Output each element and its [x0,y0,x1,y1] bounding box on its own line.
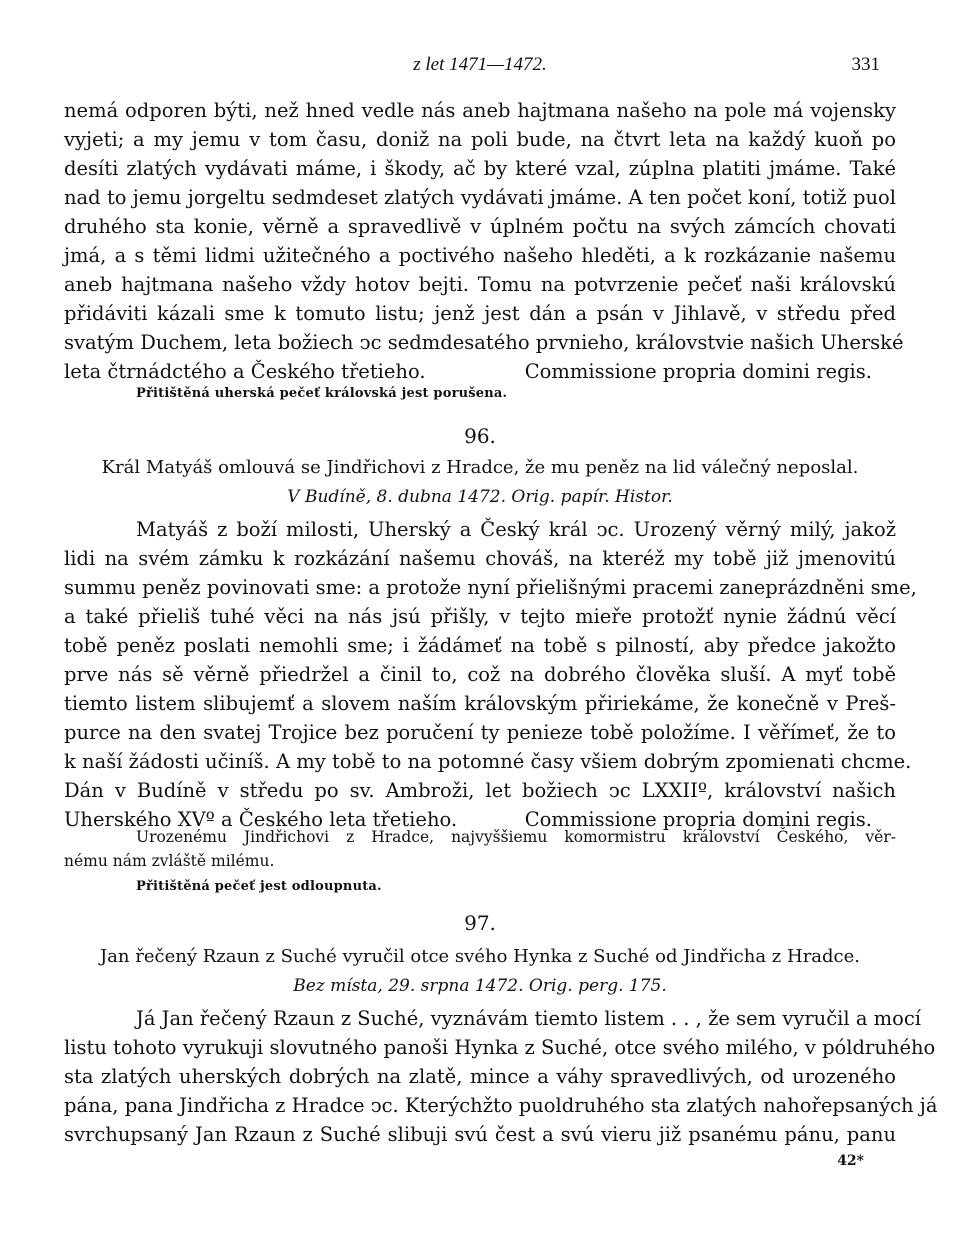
text-line: Matyáš z boží milosti, Uherský a Český král ͻc. Urozený věrný milý, jakož [136,518,896,541]
text-line: Já Jan řečený Rzaun z Suché, vyznávám tiemto listem . . , že sem vyručil a mocí [136,1007,922,1030]
document-source: V Budíně, 8. dubna 1472. Orig. papír. Histor. [287,487,673,507]
text-line: Dán v Budíně v středu po sv. Ambroži, let božiech ͻc LXXIIº, království našich [64,779,896,802]
running-head-title: z let 1471—1472. [413,54,547,75]
document-number: 97. [464,911,496,935]
text-line: jmá, a s těmi lidmi užitečného a poctivého našeho hleděti, a k rozkázanie našemu [64,244,896,267]
text-line: summu peněz povinovati sme: a protože nyní přielišnými pracemi zaneprázdněni sme, [64,576,917,599]
closing-text: leta čtrnádctého a Českého třetieho. [64,360,426,383]
text-line: aneb hajtmana našeho vždy hotov bejti. Tomu na potvrzenie pečeť naši královskú [64,273,896,296]
address-line: Urozenému Jindřichovi z Hradce, najvyššiemu komormistru království Českého, věr- [136,828,896,846]
text-line: purce na den svatej Trojice bez poručení ty penieze tobě položíme. I věřímeť, že to [64,721,896,744]
text-line: vyjeti; a my jemu v tom času, doniž na poli bude, na čtvrt leta na každý kuoň po [64,128,896,151]
page-number: 331 [851,54,880,75]
text-line: desíti zlatých vydávati máme, i škody, ač by které vzal, zúplna platiti jmáme. Také [64,157,896,180]
text-line: prve nás sě věrně přiedržel a činil to, což na dobrého člověka sluší. A myť tobě [64,663,896,686]
text-line: sta zlatých uherských dobrých na zlatě, mince a váhy spravedlivých, od urozeného [64,1065,896,1088]
text-line: pána, pana Jindřicha z Hradce ͻc. Kterýchžto puoldruhého sta zlatých nahořepsaných já [64,1094,938,1117]
document-heading: Král Matyáš omlouvá se Jindřichovi z Hradce, že mu peněz na lid válečný neposlal. [101,457,859,478]
address-line: nému nám zvláště milému. [64,852,275,870]
text-line: nad to jemu jorgeltu sedmdeset zlatých vydávati jmáme. A ten počet koní, totiž puol [64,186,896,209]
text-line: druhého sta konie, věrně a spravedlivě v úplném počtu na svých zámcích chovati [64,215,896,238]
signature-mark: 42* [837,1153,864,1169]
text-line: k naší žádosti učiníš. A my tobě to na potomné časy všiem dobrým zpomienati chcme. [64,750,912,773]
text-line: listu tohoto vyrukuji slovutného panoši Hynka z Suché, otce svého milého, v póldruhého [64,1036,936,1059]
commission-note: Commissione propria domini regis. [524,808,872,831]
address-block [64,825,896,873]
text-line: svatým Duchem, leta božiech ͻc sedmdesatého prvnieho, královstvie našich Uherské [64,331,904,354]
text-line: a také přieliš tuhé věci na nás jsú přišly, v tejto mieře protožť nynie žádnú věcí [64,605,896,628]
document-source: Bez místa, 29. srpna 1472. Orig. perg. 175. [293,976,667,996]
closing-text: Uherského XVº a Českého leta třetieho. [64,808,458,831]
text-line: svrchupsaný Jan Rzaun z Suché slibuji svú čest a svú vieru již psanému pánu, panu [64,1123,896,1146]
document-body [64,515,917,834]
text-line: tiemto listem slibujemť a slovem naším královským přiriekáme, že konečně v Preš- [64,692,896,715]
seal-note: Přitištěná pečeť jest odloupnuta. [136,879,382,894]
continuation-paragraph [64,96,904,386]
commission-note: Commissione propria domini regis. [524,360,872,383]
running-head [0,54,960,80]
document-heading: Jan řečený Rzaun z Suché vyručil otce svého Hynka z Suché od Jindřicha z Hradce. [99,946,861,967]
document-number: 96. [464,424,496,448]
text-line-last [64,357,896,386]
seal-note: Přitištěná uherská pečeť královská jest porušena. [136,386,508,401]
document-body [64,1004,938,1149]
text-line: tobě peněz poslati nemohli sme; i žádámeť na tobě s pilností, aby předce jakožto [64,634,896,657]
text-line: přidáviti kázali sme k tomuto listu; jenž jest dán a psán v Jihlavě, v středu před [64,302,896,325]
text-line: nemá odporen býti, než hned vedle nás aneb hajtmana našeho na pole má vojensky [64,99,896,122]
text-line: lidi na svém zámku k rozkázání našemu chováš, na kteréž my tobě již jmenovitú [64,547,896,570]
